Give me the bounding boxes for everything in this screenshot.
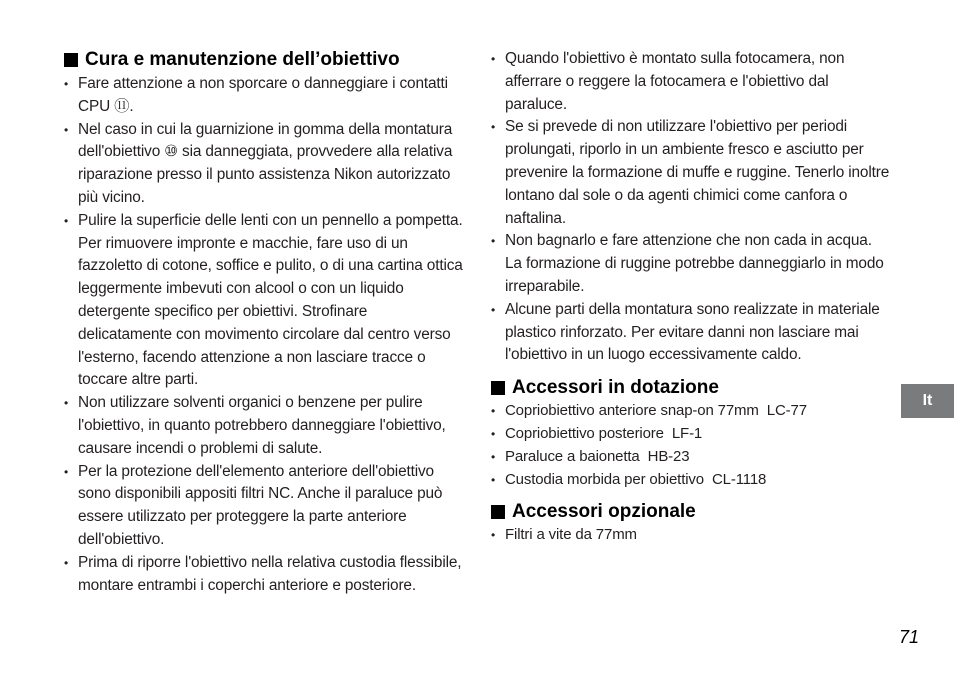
list-item: • Alcune parti della montatura sono realizzate in materiale plastico rinforzato. Per evitare danni non lasciare mai l'obiettivo in un luogo eccessivamente caldo.	[491, 299, 891, 367]
supplied-title: Accessori in dotazione	[512, 377, 719, 399]
care-title: Cura e manutenzione dell’obiettivo	[85, 49, 400, 70]
list-item: • Copriobiettivo posteriore LF-1	[491, 423, 891, 446]
language-tab: It	[901, 384, 954, 418]
list-item: • Filtri a vite da 77mm	[491, 524, 891, 547]
list-item: • Copriobiettivo anteriore snap-on 77mm LC-77	[491, 400, 891, 423]
list-item: • Paraluce a baionetta HB-23	[491, 446, 891, 469]
list-item: • Nel caso in cui la guarnizione in gomma della montatura dell'obiettivo ⑩ sia danneggiata, provvedere alla relativa riparazione presso il punto assistenza Nikon autorizzato più vicino.	[64, 119, 464, 210]
care-heading	[64, 48, 464, 72]
list-item: • Pulire la superficie delle lenti con un pennello a pompetta. Per rimuovere impronte e macchie, fare uso di un fazzoletto di cotone, soffice e pulito, o di una cartina ottica leggermente imbevuti con alcool o con un liquido detergente specifico per obiettivi. Strofinare delicatamente con movimento circolare dal centro verso l'esterno, facendo attenzione a non lasciare tracce o toccare altre parti.	[64, 210, 464, 392]
list-item: • Per la protezione dell'elemento anteriore dell'obiettivo sono disponibili appositi filtri NC. Anche il paraluce può essere utilizzato per proteggere la parte anteriore dell'obiettivo.	[64, 461, 464, 552]
square-bullet-icon	[491, 505, 505, 519]
square-bullet-icon	[491, 381, 505, 395]
list-item: • Se si prevede di non utilizzare l'obiettivo per periodi prolungati, riporlo in un ambiente fresco e asciutto per prevenire la formazione di muffe e ruggine. Tenerlo inoltre lontano dal sole o da agenti chimici come canfora o naftalina.	[491, 116, 891, 230]
optional-title: Accessori opzionale	[512, 501, 696, 523]
list-item: • Fare attenzione a non sporcare o danneggiare i contatti CPU ⑪.	[64, 73, 464, 119]
page-number: 71	[899, 627, 920, 647]
right-column	[491, 48, 891, 547]
list-item: • Quando l'obiettivo è montato sulla fotocamera, non afferrare o reggere la fotocamera e l'obiettivo dal paraluce.	[491, 48, 891, 116]
optional-heading	[491, 500, 891, 524]
supplied-heading	[491, 376, 891, 400]
left-column	[64, 48, 464, 597]
care-list	[64, 73, 464, 597]
square-bullet-icon	[64, 53, 78, 67]
list-item: • Non bagnarlo e fare attenzione che non cada in acqua. La formazione di ruggine potrebbe danneggiarlo in modo irreparabile.	[491, 230, 891, 298]
care-list-continued	[491, 48, 891, 367]
supplied-list	[491, 400, 891, 491]
list-item: • Non utilizzare solventi organici o benzene per pulire l'obiettivo, in quanto potrebbero danneggiare l'obiettivo, causare incendi o problemi di salute.	[64, 392, 464, 460]
list-item: • Custodia morbida per obiettivo CL-1118	[491, 469, 891, 492]
optional-list	[491, 524, 891, 547]
list-item: • Prima di riporre l'obiettivo nella relativa custodia flessibile, montare entrambi i coperchi anteriore e posteriore.	[64, 552, 464, 598]
